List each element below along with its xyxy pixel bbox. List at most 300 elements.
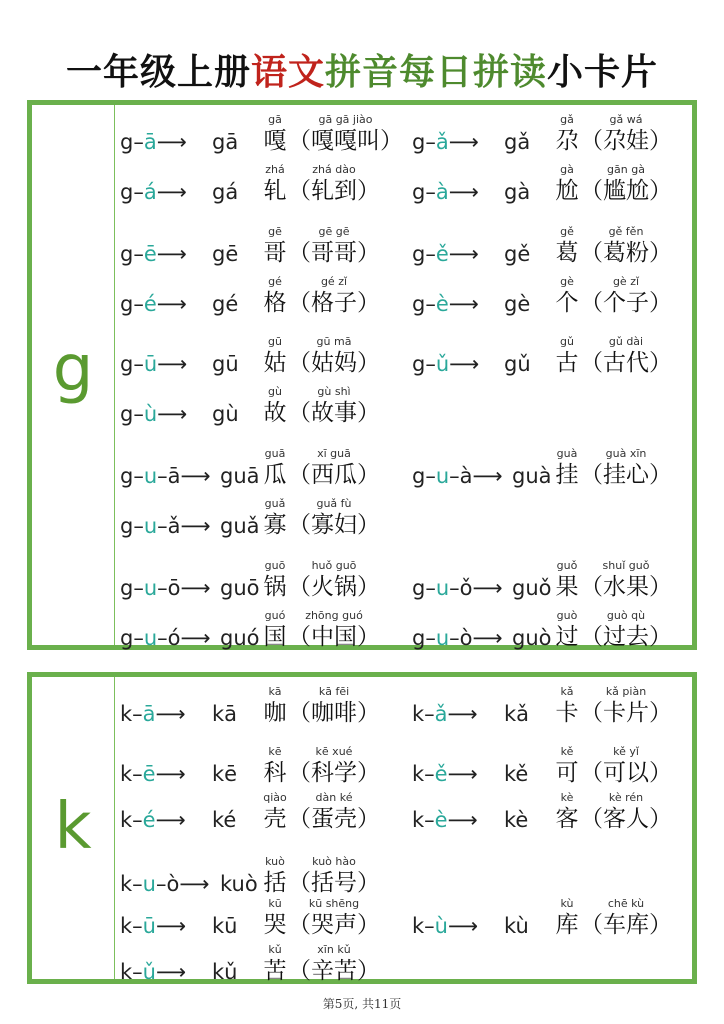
initial-consonant: k bbox=[120, 808, 133, 832]
word-text: （西瓜） bbox=[288, 462, 380, 488]
vowel: ě bbox=[434, 762, 448, 786]
arrow-icon: ⟶ bbox=[447, 808, 478, 832]
result-pinyin: gǎ bbox=[504, 130, 531, 154]
tone-final: ō bbox=[167, 576, 181, 600]
initial-consonant: g bbox=[120, 292, 134, 316]
vowel: é bbox=[143, 292, 157, 316]
word-ruby: gē gē bbox=[318, 225, 350, 238]
spelling-sequence: g–è⟶ bbox=[412, 292, 479, 316]
result-pinyin: gā bbox=[212, 130, 239, 154]
character: 客 bbox=[555, 806, 579, 832]
vowel: ē bbox=[143, 242, 157, 266]
character: 卡 bbox=[555, 700, 579, 726]
arrow-icon: ⟶ bbox=[155, 702, 186, 726]
arrow-icon: ⟶ bbox=[472, 626, 503, 650]
character-ruby: kē bbox=[268, 745, 282, 758]
result-pinyin: guǒ bbox=[512, 576, 552, 600]
result-pinyin: ké bbox=[212, 808, 237, 832]
initial-consonant: g bbox=[120, 130, 134, 154]
tone-final: ǎ bbox=[167, 514, 181, 538]
example-word bbox=[580, 685, 672, 727]
initial-consonant: k bbox=[120, 872, 133, 896]
example-word bbox=[288, 225, 380, 267]
character: 哥 bbox=[263, 240, 287, 266]
example-word bbox=[580, 163, 672, 205]
example-word bbox=[288, 163, 380, 205]
spelling-sequence: g–u–ǒ⟶ bbox=[412, 576, 503, 600]
pinyin-entry bbox=[120, 559, 410, 599]
word-text: （嘎嘎叫） bbox=[288, 128, 403, 154]
word-ruby: shuǐ guǒ bbox=[602, 559, 650, 572]
example-word bbox=[580, 559, 672, 601]
vowel: u bbox=[435, 626, 450, 650]
initial-consonant: g bbox=[412, 464, 426, 488]
arrow-icon: ⟶ bbox=[155, 808, 186, 832]
arrow-icon: ⟶ bbox=[449, 352, 480, 376]
example-character bbox=[262, 225, 288, 267]
vowel: ù bbox=[434, 914, 448, 938]
example-character bbox=[554, 225, 580, 267]
character: 挂 bbox=[555, 462, 579, 488]
word-text: （姑妈） bbox=[288, 350, 380, 376]
initial-consonant: g bbox=[120, 242, 134, 266]
example-character bbox=[262, 163, 288, 205]
character-ruby: kā bbox=[268, 685, 282, 698]
character: 哭 bbox=[263, 912, 287, 938]
title-part-subject: 语文 bbox=[250, 51, 325, 93]
spelling-sequence: g–u–ā⟶ bbox=[120, 464, 211, 488]
character-ruby: guò bbox=[556, 609, 578, 622]
word-ruby: kū shēng bbox=[308, 897, 360, 910]
tone-final: à bbox=[459, 464, 473, 488]
result-pinyin: gù bbox=[212, 402, 239, 426]
vowel: u bbox=[435, 576, 450, 600]
example-word bbox=[580, 275, 672, 317]
word-ruby: kē xué bbox=[315, 745, 353, 758]
pinyin-entry bbox=[412, 685, 702, 725]
example-character bbox=[262, 943, 288, 985]
example-word bbox=[288, 113, 403, 155]
word-ruby: kuò hào bbox=[312, 855, 356, 868]
character: 古 bbox=[555, 350, 579, 376]
vowel: ǎ bbox=[434, 702, 448, 726]
initial-consonant: g bbox=[120, 464, 134, 488]
pinyin-entry bbox=[412, 609, 702, 649]
pinyin-entry bbox=[120, 791, 410, 831]
arrow-icon: ⟶ bbox=[179, 872, 210, 896]
word-ruby: kā fēi bbox=[318, 685, 350, 698]
initial-consonant: g bbox=[120, 626, 134, 650]
tone-final: ā bbox=[167, 464, 181, 488]
result-pinyin: guǎ bbox=[220, 514, 260, 538]
character: 括 bbox=[263, 870, 287, 896]
example-character bbox=[554, 897, 580, 939]
pinyin-entry bbox=[120, 685, 410, 725]
spelling-sequence: k–ǎ⟶ bbox=[412, 702, 478, 726]
spelling-sequence: k–ě⟶ bbox=[412, 762, 478, 786]
example-character bbox=[262, 791, 288, 833]
pinyin-entry bbox=[412, 559, 702, 599]
result-pinyin: guò bbox=[512, 626, 552, 650]
word-text: （蛋壳） bbox=[288, 806, 380, 832]
vowel: ǔ bbox=[142, 960, 156, 984]
initial-consonant: k bbox=[412, 808, 425, 832]
arrow-icon: ⟶ bbox=[180, 626, 211, 650]
word-text: （故事） bbox=[288, 400, 380, 426]
initial-consonant: k bbox=[412, 914, 425, 938]
word-text: （科学） bbox=[288, 760, 380, 786]
result-pinyin: kě bbox=[504, 762, 529, 786]
spelling-sequence: g–ě⟶ bbox=[412, 242, 479, 266]
example-word bbox=[288, 447, 380, 489]
spelling-sequence: k–ū⟶ bbox=[120, 914, 187, 938]
character-ruby: gé bbox=[268, 275, 282, 288]
word-text: （尴尬） bbox=[580, 178, 672, 204]
initial-consonant: g bbox=[412, 292, 426, 316]
vowel: ē bbox=[142, 762, 156, 786]
word-ruby: chē kù bbox=[607, 897, 645, 910]
pinyin-entry bbox=[412, 897, 702, 937]
word-text: （挂心） bbox=[580, 462, 672, 488]
example-character bbox=[262, 335, 288, 377]
page-footer: 第5页, 共11页 bbox=[322, 997, 402, 1011]
spelling-sequence: k–u–ò⟶ bbox=[120, 872, 210, 896]
pinyin-entry bbox=[120, 275, 410, 315]
word-text: （括号） bbox=[288, 870, 380, 896]
initial-consonant: g bbox=[120, 352, 134, 376]
pinyin-entry bbox=[120, 335, 410, 375]
character-ruby: kuò bbox=[265, 855, 285, 868]
result-pinyin: kuò bbox=[220, 872, 258, 896]
example-word bbox=[288, 275, 380, 317]
example-character bbox=[262, 275, 288, 317]
example-word bbox=[288, 497, 380, 539]
spelling-sequence: k–é⟶ bbox=[120, 808, 186, 832]
word-text: （咖啡） bbox=[288, 700, 380, 726]
title-part-grade: 一年级上册 bbox=[65, 51, 251, 93]
result-pinyin: guó bbox=[220, 626, 260, 650]
character-ruby: kè bbox=[560, 791, 574, 804]
word-ruby: huǒ guō bbox=[311, 559, 357, 572]
arrow-icon: ⟶ bbox=[472, 464, 503, 488]
spelling-sequence: g–ā⟶ bbox=[120, 130, 187, 154]
pinyin-entry bbox=[412, 447, 702, 487]
example-character bbox=[554, 447, 580, 489]
example-word bbox=[288, 685, 380, 727]
character-ruby: gē bbox=[268, 225, 282, 238]
vowel: ǔ bbox=[435, 352, 450, 376]
word-text: （车库） bbox=[580, 912, 672, 938]
example-word bbox=[580, 791, 672, 833]
result-pinyin: gē bbox=[212, 242, 239, 266]
word-text: （可以） bbox=[580, 760, 672, 786]
character-ruby: gù bbox=[268, 385, 282, 398]
example-character bbox=[262, 113, 288, 155]
arrow-icon: ⟶ bbox=[156, 180, 187, 204]
pinyin-entry bbox=[120, 225, 410, 265]
vowel: ù bbox=[143, 402, 158, 426]
word-ruby: zhōng guó bbox=[305, 609, 363, 622]
vowel: è bbox=[434, 808, 448, 832]
word-text: （寡妇） bbox=[288, 512, 380, 538]
example-word bbox=[580, 113, 672, 155]
spelling-sequence: g–ù⟶ bbox=[120, 402, 188, 426]
result-pinyin: kǎ bbox=[504, 702, 530, 726]
word-ruby: gā gā jiào bbox=[318, 113, 373, 126]
title-part-card: 小卡片 bbox=[547, 51, 659, 93]
example-word bbox=[288, 335, 380, 377]
arrow-icon: ⟶ bbox=[448, 292, 479, 316]
spelling-sequence: g–ē⟶ bbox=[120, 242, 187, 266]
arrow-icon: ⟶ bbox=[155, 914, 187, 938]
example-word bbox=[288, 745, 380, 787]
word-ruby: xīn kǔ bbox=[317, 943, 351, 956]
character-ruby: qiào bbox=[263, 791, 287, 804]
spelling-sequence: g–á⟶ bbox=[120, 180, 187, 204]
example-character bbox=[262, 897, 288, 939]
arrow-icon: ⟶ bbox=[447, 762, 478, 786]
word-ruby: kǎ piàn bbox=[605, 685, 647, 698]
initial-consonant: g bbox=[412, 130, 426, 154]
pinyin-entry bbox=[120, 897, 410, 937]
character: 科 bbox=[263, 760, 287, 786]
character-ruby: gě bbox=[560, 225, 574, 238]
result-pinyin: gě bbox=[504, 242, 531, 266]
character: 过 bbox=[555, 624, 579, 650]
pinyin-entry bbox=[412, 163, 702, 203]
character-ruby: kǎ bbox=[560, 685, 574, 698]
pinyin-entry bbox=[120, 163, 410, 203]
initial-consonant: g bbox=[412, 180, 426, 204]
result-pinyin: gū bbox=[212, 352, 239, 376]
example-character bbox=[554, 609, 580, 651]
example-character bbox=[554, 559, 580, 601]
example-character bbox=[262, 855, 288, 897]
arrow-icon: ⟶ bbox=[447, 914, 479, 938]
example-word bbox=[580, 447, 672, 489]
word-text: （哭声） bbox=[288, 912, 380, 938]
arrow-icon: ⟶ bbox=[448, 242, 479, 266]
spelling-sequence: g–u–ō⟶ bbox=[120, 576, 211, 600]
pinyin-entry bbox=[412, 335, 702, 375]
arrow-icon: ⟶ bbox=[155, 960, 187, 984]
result-pinyin: gé bbox=[212, 292, 239, 316]
vowel: à bbox=[435, 180, 449, 204]
title-part-topic: 拼音每日拼读 bbox=[325, 51, 548, 93]
result-pinyin: guō bbox=[220, 576, 260, 600]
arrow-icon: ⟶ bbox=[180, 464, 211, 488]
pinyin-entry bbox=[412, 225, 702, 265]
example-word bbox=[288, 855, 380, 897]
vowel: ū bbox=[143, 352, 158, 376]
result-pinyin: kè bbox=[504, 808, 529, 832]
example-character bbox=[262, 685, 288, 727]
word-ruby: gè zǐ bbox=[612, 275, 640, 288]
character: 国 bbox=[263, 624, 287, 650]
vowel: é bbox=[142, 808, 156, 832]
spelling-sequence: g–u–ǎ⟶ bbox=[120, 514, 211, 538]
vowel: ā bbox=[143, 130, 157, 154]
example-character bbox=[262, 447, 288, 489]
spelling-sequence: g–u–ò⟶ bbox=[412, 626, 503, 650]
initial-consonant: g bbox=[120, 514, 134, 538]
character: 姑 bbox=[263, 350, 287, 376]
initial-consonant: k bbox=[120, 914, 133, 938]
spelling-sequence: k–ē⟶ bbox=[120, 762, 186, 786]
tone-final: ǒ bbox=[459, 576, 473, 600]
arrow-icon: ⟶ bbox=[156, 292, 187, 316]
character-ruby: guā bbox=[264, 447, 286, 460]
word-ruby: gū mā bbox=[316, 335, 352, 348]
initial-consonant: g bbox=[120, 180, 134, 204]
word-ruby: gé zǐ bbox=[320, 275, 348, 288]
pinyin-entry bbox=[120, 745, 410, 785]
character-ruby: kù bbox=[560, 897, 574, 910]
example-character bbox=[554, 745, 580, 787]
initial-consonant: g bbox=[412, 352, 426, 376]
example-word bbox=[288, 897, 380, 939]
word-text: （个子） bbox=[580, 290, 672, 316]
character-ruby: gā bbox=[268, 113, 282, 126]
character-ruby: gū bbox=[268, 335, 282, 348]
character-ruby: gǎ bbox=[560, 113, 574, 126]
word-ruby: gān gà bbox=[607, 163, 645, 176]
character-ruby: guǒ bbox=[556, 559, 578, 572]
pinyin-entry bbox=[120, 855, 410, 895]
vowel: u bbox=[143, 626, 158, 650]
pinyin-entry bbox=[120, 497, 410, 537]
example-character bbox=[262, 385, 288, 427]
character: 个 bbox=[555, 290, 579, 316]
character-ruby: kě bbox=[560, 745, 574, 758]
card-k bbox=[27, 672, 697, 984]
character-ruby: gà bbox=[560, 163, 574, 176]
arrow-icon: ⟶ bbox=[472, 576, 503, 600]
initial-consonant: g bbox=[412, 242, 426, 266]
word-text: （哥哥） bbox=[288, 240, 380, 266]
vowel: è bbox=[435, 292, 449, 316]
word-ruby: gǎ wá bbox=[609, 113, 643, 126]
pinyin-entry bbox=[412, 791, 702, 831]
word-ruby: dàn ké bbox=[315, 791, 353, 804]
example-character bbox=[262, 497, 288, 539]
word-text: （客人） bbox=[580, 806, 672, 832]
character: 格 bbox=[263, 290, 287, 316]
word-ruby: guà xīn bbox=[605, 447, 647, 460]
word-ruby: zhá dào bbox=[312, 163, 356, 176]
vowel: ǎ bbox=[435, 130, 449, 154]
vowel: ū bbox=[142, 914, 156, 938]
word-text: （尕娃） bbox=[580, 128, 672, 154]
example-character bbox=[262, 609, 288, 651]
spelling-sequence: g–é⟶ bbox=[120, 292, 187, 316]
character: 瓜 bbox=[263, 462, 287, 488]
consonant-letter-k: k bbox=[54, 790, 92, 864]
character-ruby: gǔ bbox=[560, 335, 574, 348]
vowel: u bbox=[142, 872, 156, 896]
character: 寡 bbox=[263, 512, 287, 538]
spelling-sequence: k–ā⟶ bbox=[120, 702, 186, 726]
example-word bbox=[288, 559, 380, 601]
pinyin-entry bbox=[412, 745, 702, 785]
arrow-icon: ⟶ bbox=[447, 702, 478, 726]
spelling-sequence: k–ǔ⟶ bbox=[120, 960, 187, 984]
spelling-sequence: g–ū⟶ bbox=[120, 352, 188, 376]
result-pinyin: kā bbox=[212, 702, 238, 726]
vowel: ě bbox=[435, 242, 449, 266]
vowel: á bbox=[143, 180, 157, 204]
word-text: （古代） bbox=[580, 350, 672, 376]
arrow-icon: ⟶ bbox=[448, 180, 479, 204]
character: 咖 bbox=[263, 700, 287, 726]
vowel: u bbox=[143, 464, 158, 488]
initial-consonant: g bbox=[120, 576, 134, 600]
example-word bbox=[288, 609, 380, 651]
character: 可 bbox=[555, 760, 579, 786]
result-pinyin: gǔ bbox=[504, 352, 531, 376]
spelling-sequence: g–ǔ⟶ bbox=[412, 352, 480, 376]
example-word bbox=[288, 385, 380, 427]
card-g bbox=[27, 100, 697, 650]
word-text: （格子） bbox=[288, 290, 380, 316]
arrow-icon: ⟶ bbox=[448, 130, 479, 154]
initial-consonant: k bbox=[412, 762, 425, 786]
word-ruby: kè rén bbox=[608, 791, 644, 804]
tone-final: ò bbox=[459, 626, 473, 650]
character-ruby: kū bbox=[268, 897, 282, 910]
result-pinyin: kū bbox=[212, 914, 238, 938]
word-text: （葛粉） bbox=[580, 240, 672, 266]
example-word bbox=[580, 335, 672, 377]
word-text: （轧到） bbox=[288, 178, 380, 204]
character-ruby: guō bbox=[264, 559, 286, 572]
character: 故 bbox=[263, 400, 287, 426]
arrow-icon: ⟶ bbox=[180, 576, 211, 600]
initial-consonant: g bbox=[412, 576, 426, 600]
arrow-icon: ⟶ bbox=[155, 762, 186, 786]
pinyin-entry bbox=[120, 113, 410, 153]
character: 葛 bbox=[555, 240, 579, 266]
example-character bbox=[554, 113, 580, 155]
spelling-sequence: g–u–à⟶ bbox=[412, 464, 503, 488]
consonant-letter-g: g bbox=[52, 332, 94, 406]
word-ruby: gǔ dài bbox=[608, 335, 644, 348]
character: 果 bbox=[555, 574, 579, 600]
character: 轧 bbox=[263, 178, 287, 204]
pinyin-entry bbox=[120, 609, 410, 649]
result-pinyin: gè bbox=[504, 292, 531, 316]
example-character bbox=[554, 275, 580, 317]
vowel: ā bbox=[142, 702, 156, 726]
example-word bbox=[580, 609, 672, 651]
word-text: （辛苦） bbox=[288, 958, 380, 984]
example-word bbox=[288, 791, 380, 833]
example-character bbox=[554, 685, 580, 727]
pinyin-entry bbox=[120, 385, 410, 425]
initial-consonant: k bbox=[412, 702, 425, 726]
spelling-sequence: g–u–ó⟶ bbox=[120, 626, 211, 650]
word-ruby: gù shì bbox=[317, 385, 351, 398]
spelling-sequence: g–ǎ⟶ bbox=[412, 130, 479, 154]
arrow-icon: ⟶ bbox=[156, 130, 187, 154]
page-title bbox=[0, 44, 724, 95]
initial-consonant: k bbox=[120, 960, 133, 984]
result-pinyin: guā bbox=[220, 464, 260, 488]
pinyin-entry bbox=[412, 275, 702, 315]
example-character bbox=[554, 163, 580, 205]
word-ruby: xī guā bbox=[317, 447, 351, 460]
spelling-sequence: k–è⟶ bbox=[412, 808, 478, 832]
